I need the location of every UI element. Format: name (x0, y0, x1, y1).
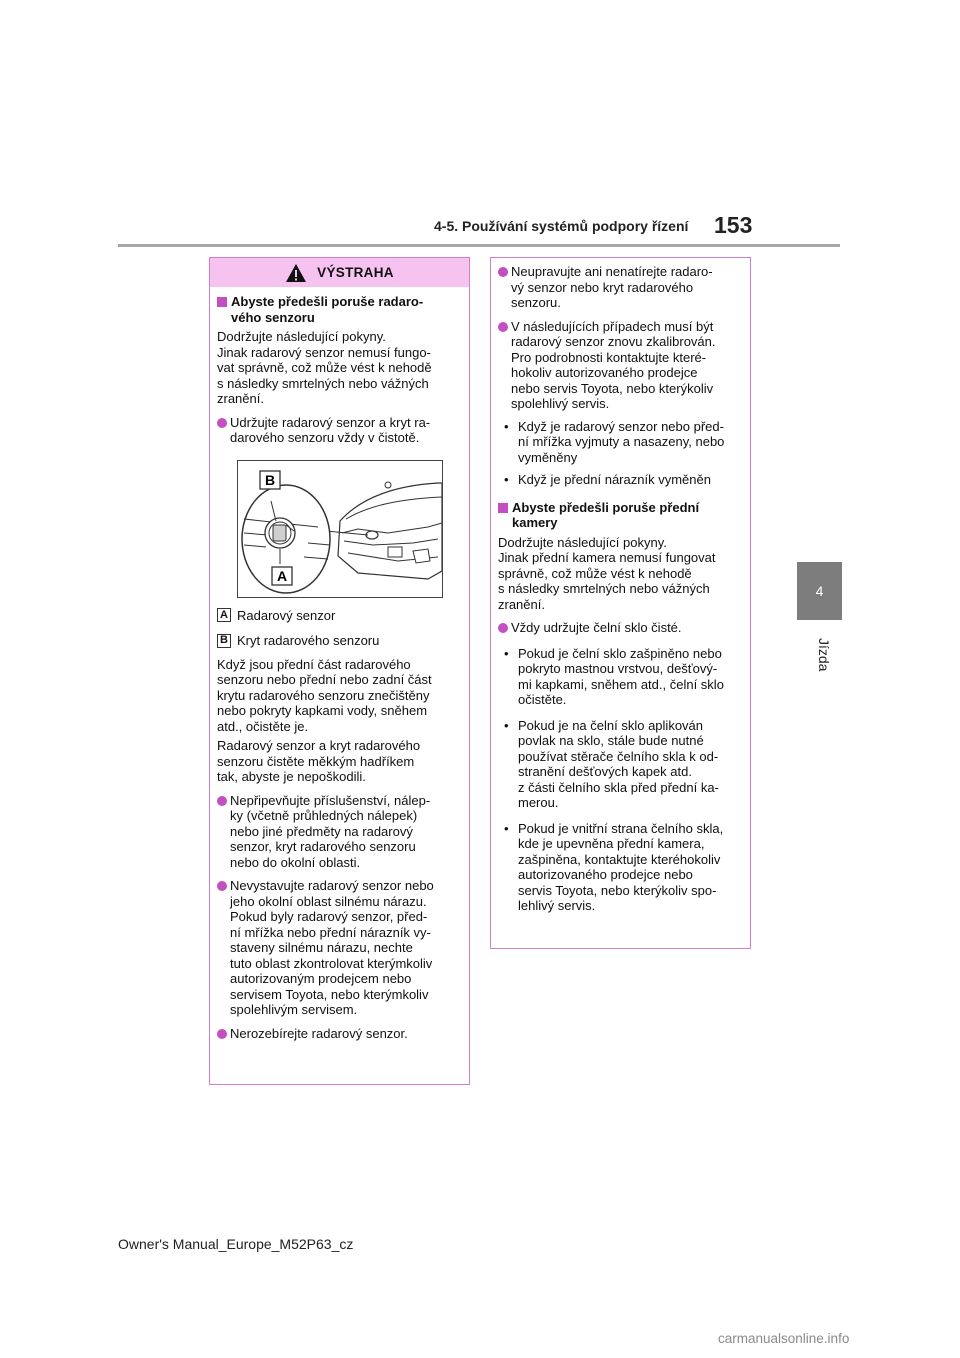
list-item-text: Vždy udržujte čelní sklo čisté. (511, 620, 682, 635)
square-bullet-icon (498, 503, 508, 513)
legend-text: Kryt radarového senzoru (237, 633, 380, 648)
bullet-dot-icon (217, 418, 227, 428)
list-item-text: V následujících případech musí být radarový senzor znovu zkalibrován. Pro podrobnosti kontaktujte které- hokoliv autorizovaného prodejce nebo servis Toyota, nebo kterýkoliv spolehlivý servis. (511, 318, 716, 411)
list-item (217, 415, 457, 446)
bullet-dot-icon (498, 267, 508, 277)
bullet-dot-icon (498, 322, 508, 332)
paragraph: Radarový senzor a kryt radarového senzoru čistěte měkkým hadříkem tak, abyste je nepoškodili. (217, 738, 421, 784)
bullet-dot-icon (217, 1029, 227, 1039)
legend-letter: A (217, 608, 231, 622)
sub-bullet-mark: • (504, 418, 509, 434)
section-heading (217, 294, 457, 325)
sub-list-item (498, 419, 738, 466)
square-bullet-icon (217, 297, 227, 307)
chapter-number: 4 (815, 583, 824, 599)
sub-list-item (498, 821, 738, 914)
chapter-label: Jízda (816, 638, 832, 672)
list-item-text: Neupravujte ani nenatírejte radaro- vý senzor nebo kryt radarového senzoru. (511, 264, 713, 310)
car-front-drawing (238, 461, 442, 597)
bullet-dot-icon (217, 881, 227, 891)
intro-paragraph: Dodržujte následující pokyny. Jinak radarový senzor nemusí fungo- vat správně, což může vést k nehodě s následky smrtelných nebo vážných zranění. (217, 329, 432, 406)
sub-bullet-mark: • (504, 472, 509, 487)
list-item-text: Udržujte radarový senzor a kryt ra- darového senzoru vždy v čistotě. (230, 414, 431, 445)
sub-list-item (498, 718, 738, 811)
sub-bullet-mark: • (504, 820, 509, 836)
warning-triangle-icon (285, 263, 307, 283)
header-divider (118, 244, 840, 247)
list-item-text: Nerozebírejte radarový senzor. (230, 1025, 408, 1041)
section-heading (498, 500, 738, 531)
list-item (498, 620, 738, 636)
sub-bullet-mark: • (504, 645, 509, 661)
watermark: carmanualsonline.info (718, 1331, 850, 1346)
legend-item-a (217, 608, 457, 624)
intro-paragraph: Dodržujte následující pokyny. Jinak přední kamera nemusí fungovat správně, což může vést k nehodě s následky smrtelných nebo vážných zranění. (498, 534, 716, 612)
sub-list-item-text: Pokud je vnitřní strana čelního skla, kde je upevněna přední kamera, zašpiněna, kontaktujte kteréhokoliv autorizovaného prodejce nebo servis Toyota, nebo kterýkoliv spo- lehlivý servis. (518, 820, 724, 913)
section-heading-text: Abyste předešli poruše přední kamery (512, 499, 700, 530)
warning-header (210, 258, 469, 287)
sub-list-item (498, 646, 738, 708)
list-item (498, 264, 738, 311)
paragraph: Když jsou přední část radarového senzoru nebo přední nebo zadní část krytu radarového senzoru znečištěny nebo pokryty kapkami vody, sněhem atd., očistěte je. (217, 656, 432, 734)
warning-box-continued (490, 257, 751, 949)
list-item (217, 878, 457, 1018)
sub-list-item-text: Pokud je na čelní sklo aplikován povlak na sklo, stále bude nutné používat stěrače čelního skla k od- stranění dešťových kapek atd. z části čelního skla před přední ka- merou. (518, 717, 719, 810)
page-number: 153 (714, 212, 753, 238)
legend-letter: B (217, 634, 231, 648)
footer-manual-id: Owner's Manual_Europe_M52P63_cz (118, 1236, 354, 1252)
list-item (217, 793, 457, 871)
list-item (217, 1026, 457, 1042)
sub-list-item (498, 472, 738, 488)
sub-bullet-mark: • (504, 717, 509, 733)
list-item-text: Nepřipevňujte příslušenství, nálep- ky (včetně průhledných nálepek) nebo jiné předměty na radarový senzor, kryt radarového senzoru nebo do okolní oblasti. (230, 792, 431, 870)
chapter-tab (797, 562, 842, 620)
sub-list-item-text: Když je radarový senzor nebo před- ní mřížka vyjmuty a nasazeny, nebo vyměněny (518, 418, 725, 465)
list-item-text: Nevystavujte radarový senzor nebo jeho okolní oblast silnému nárazu. Pokud byly radarový senzor, před- ní mřížka nebo přední nárazník vy- staveny silnému nárazu, nechte tuto oblast zkontrolovat kterýmkoliv autorizovaným prodejcem nebo servisem Toyota, nebo kterýmkoliv spolehlivým servisem. (230, 878, 434, 1017)
legend-item-b (217, 633, 457, 649)
radar-sensor-illustration (237, 460, 443, 598)
sub-list-item-text: Když je přední nárazník vyměněn (518, 472, 711, 487)
section-title: 4-5. Používání systémů podpory řízení (434, 218, 689, 234)
bullet-dot-icon (498, 623, 508, 633)
list-item (498, 319, 738, 412)
legend-text: Radarový senzor (237, 607, 336, 623)
sub-list-item-text: Pokud je čelní sklo zašpiněno nebo pokryto mastnou vrstvou, dešťový- mi kapkami, sněhem atd., čelní sklo očistěte. (518, 645, 724, 707)
section-heading-text: Abyste předešli poruše radaro- vého senzoru (231, 294, 424, 325)
label-b: B (264, 471, 276, 488)
warning-title: VÝSTRAHA (317, 265, 394, 280)
warning-box (209, 257, 470, 1085)
label-a: A (276, 567, 288, 584)
bullet-dot-icon (217, 796, 227, 806)
